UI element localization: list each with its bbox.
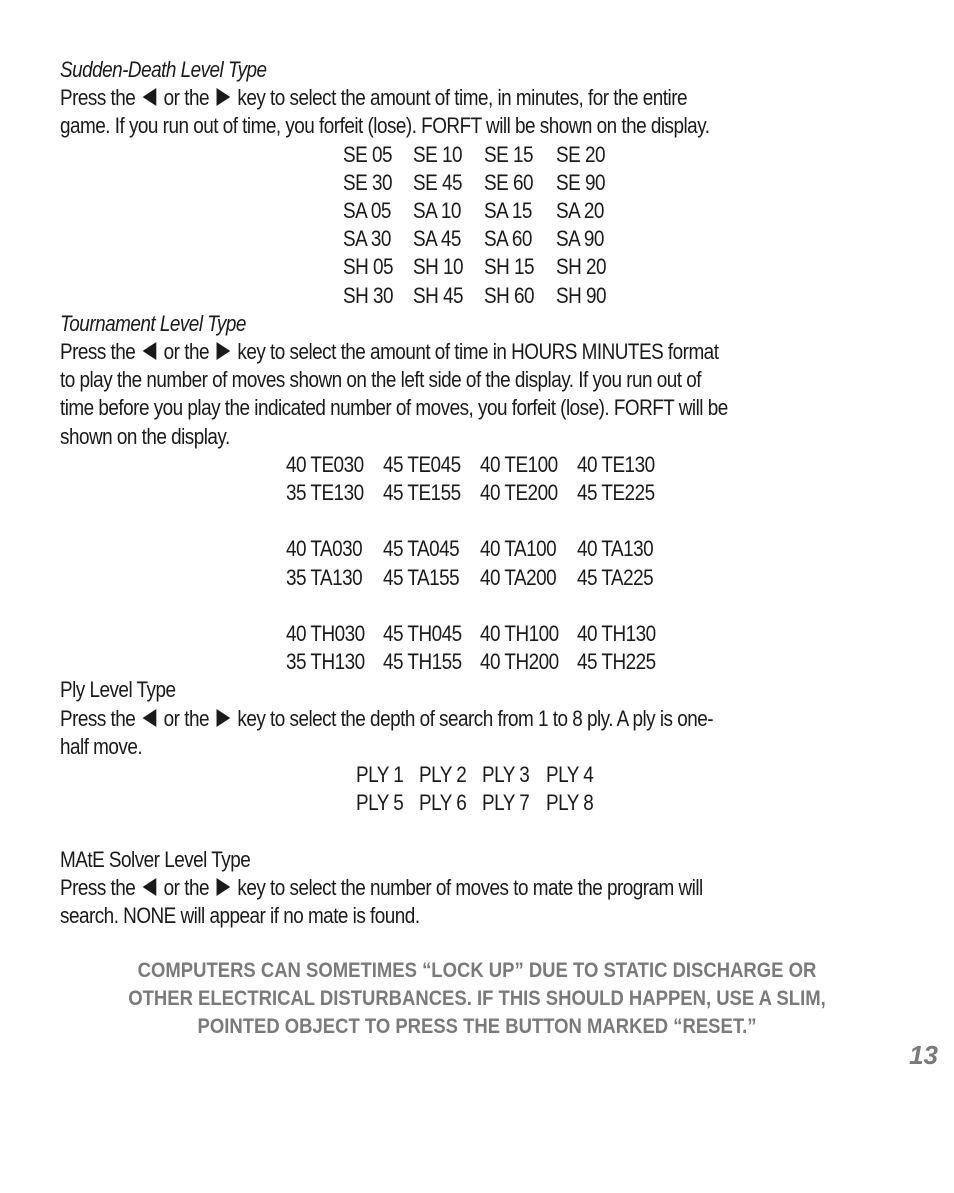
- line-text: or the: [158, 705, 214, 731]
- level-code: SE 90: [556, 169, 605, 195]
- level-code: PLY 3: [482, 762, 530, 788]
- line-text: key to select the amount of time, in minutes, for the entire: [232, 85, 688, 111]
- level-code: SE 30: [343, 169, 392, 195]
- level-code: 40 TH200: [480, 649, 559, 675]
- level-code: PLY 6: [419, 790, 467, 816]
- section-heading: Sudden-Death Level Type: [60, 57, 267, 82]
- level-code: 40 TH030: [286, 621, 365, 646]
- level-code: SH 15: [484, 254, 535, 280]
- left-triangle-icon: [140, 87, 159, 107]
- warning-line: OTHER ELECTRICAL DISTURBANCES. IF THIS SHOULD HAPPEN, USE A SLIM,: [128, 987, 826, 1011]
- level-code: PLY 5: [356, 790, 404, 816]
- level-code: SA 10: [413, 198, 461, 223]
- level-code: SH 10: [413, 254, 464, 280]
- level-code: SH 60: [484, 282, 535, 308]
- level-code: 45 TA045: [383, 536, 460, 562]
- text-line: search. NONE will appear if no mate is found.: [60, 903, 420, 928]
- line-text: Press the: [60, 705, 141, 731]
- level-code: SA 05: [343, 198, 391, 223]
- level-code: SA 90: [556, 226, 604, 252]
- line-text: Press the: [60, 339, 141, 364]
- level-code: 40 TE100: [480, 451, 558, 477]
- line-text: or the: [158, 85, 214, 111]
- right-triangle-icon: [214, 341, 233, 361]
- level-code: 45 TH225: [577, 649, 656, 675]
- page-body: [60, 56, 900, 930]
- level-code: 40 TE030: [286, 451, 364, 477]
- level-code: SA 60: [484, 226, 532, 252]
- level-code: 40 TE130: [577, 451, 655, 477]
- level-code: 40 TH100: [480, 621, 559, 646]
- level-code: 45 TH045: [383, 621, 462, 646]
- level-code: SH 20: [556, 254, 607, 280]
- level-code: 45 TE155: [383, 480, 461, 505]
- warning-line: POINTED OBJECT TO PRESS THE BUTTON MARKED “RESET.”: [197, 1015, 757, 1039]
- right-triangle-icon: [214, 877, 233, 897]
- level-code: 40 TE200: [480, 480, 558, 505]
- level-code: SH 45: [413, 282, 464, 308]
- left-triangle-icon: [140, 341, 159, 361]
- level-code: 40 TH130: [577, 621, 656, 646]
- line-text: key to select the amount of time in HOURS MINUTES format: [232, 339, 719, 364]
- instruction-line: [60, 338, 898, 366]
- level-code: 35 TA130: [286, 564, 363, 590]
- level-code: 40 TA030: [286, 536, 363, 562]
- level-code: 40 TA130: [577, 536, 654, 562]
- level-code: SH 30: [343, 282, 394, 308]
- level-code: PLY 1: [356, 762, 404, 788]
- level-code: 35 TH130: [286, 649, 365, 675]
- text-line: game. If you run out of time, you forfeit (lose). FORFT will be shown on the display.: [60, 113, 710, 139]
- reset-warning: [60, 957, 894, 1042]
- text-line: shown on the display.: [60, 423, 230, 449]
- level-code: SA 15: [484, 198, 532, 223]
- level-code: 40 TA200: [480, 564, 557, 590]
- level-code: SA 30: [343, 226, 391, 252]
- level-table: [60, 451, 900, 677]
- level-code: 40 TA100: [480, 536, 557, 562]
- level-code: PLY 4: [546, 762, 594, 788]
- text-line: time before you play the indicated number of moves, you forfeit (lose). FORFT will be: [60, 395, 728, 421]
- level-code: SH 05: [343, 254, 394, 280]
- text-line: half move.: [60, 733, 143, 759]
- level-table: [60, 761, 900, 817]
- line-text: or the: [158, 874, 214, 900]
- level-code: SE 15: [484, 141, 533, 167]
- instruction-line: [60, 705, 898, 733]
- section-heading: Tournament Level Type: [60, 310, 246, 336]
- text-line: Ply Level Type: [60, 677, 176, 703]
- level-code: PLY 2: [419, 762, 467, 788]
- level-table: [60, 141, 900, 310]
- level-code: 45 TE225: [577, 480, 655, 505]
- level-code: SE 10: [413, 141, 462, 167]
- line-text: or the: [158, 339, 214, 364]
- instruction-line: [60, 84, 898, 112]
- right-triangle-icon: [214, 87, 233, 107]
- left-triangle-icon: [140, 877, 159, 897]
- level-code: SE 05: [343, 141, 392, 167]
- level-code: SE 45: [413, 169, 462, 195]
- page-number: 13: [909, 1040, 938, 1070]
- level-code: 45 TA155: [383, 564, 460, 590]
- line-text: Press the: [60, 874, 141, 900]
- text-line: to play the number of moves shown on the left side of the display. If you run out of: [60, 367, 701, 393]
- level-code: 45 TA225: [577, 564, 654, 590]
- level-code: SE 60: [484, 169, 533, 195]
- level-code: PLY 8: [546, 790, 594, 816]
- line-text: key to select the depth of search from 1 to 8 ply. A ply is one-: [232, 705, 714, 731]
- text-line: MAtE Solver Level Type: [60, 846, 251, 872]
- right-triangle-icon: [214, 708, 233, 728]
- level-code: SA 20: [556, 198, 604, 223]
- warning-line: COMPUTERS CAN SOMETIMES “LOCK UP” DUE TO STATIC DISCHARGE OR: [137, 959, 817, 982]
- level-code: 45 TH155: [383, 649, 462, 675]
- level-code: SA 45: [413, 226, 461, 252]
- line-text: Press the: [60, 85, 141, 111]
- level-code: 45 TE045: [383, 451, 461, 477]
- level-code: SE 20: [556, 141, 605, 167]
- level-code: 35 TE130: [286, 480, 364, 505]
- instruction-line: [60, 874, 898, 902]
- spacer: [60, 817, 900, 845]
- line-text: key to select the number of moves to mate the program will: [232, 874, 703, 900]
- level-code: PLY 7: [482, 790, 530, 816]
- level-code: SH 90: [556, 282, 607, 308]
- left-triangle-icon: [140, 708, 159, 728]
